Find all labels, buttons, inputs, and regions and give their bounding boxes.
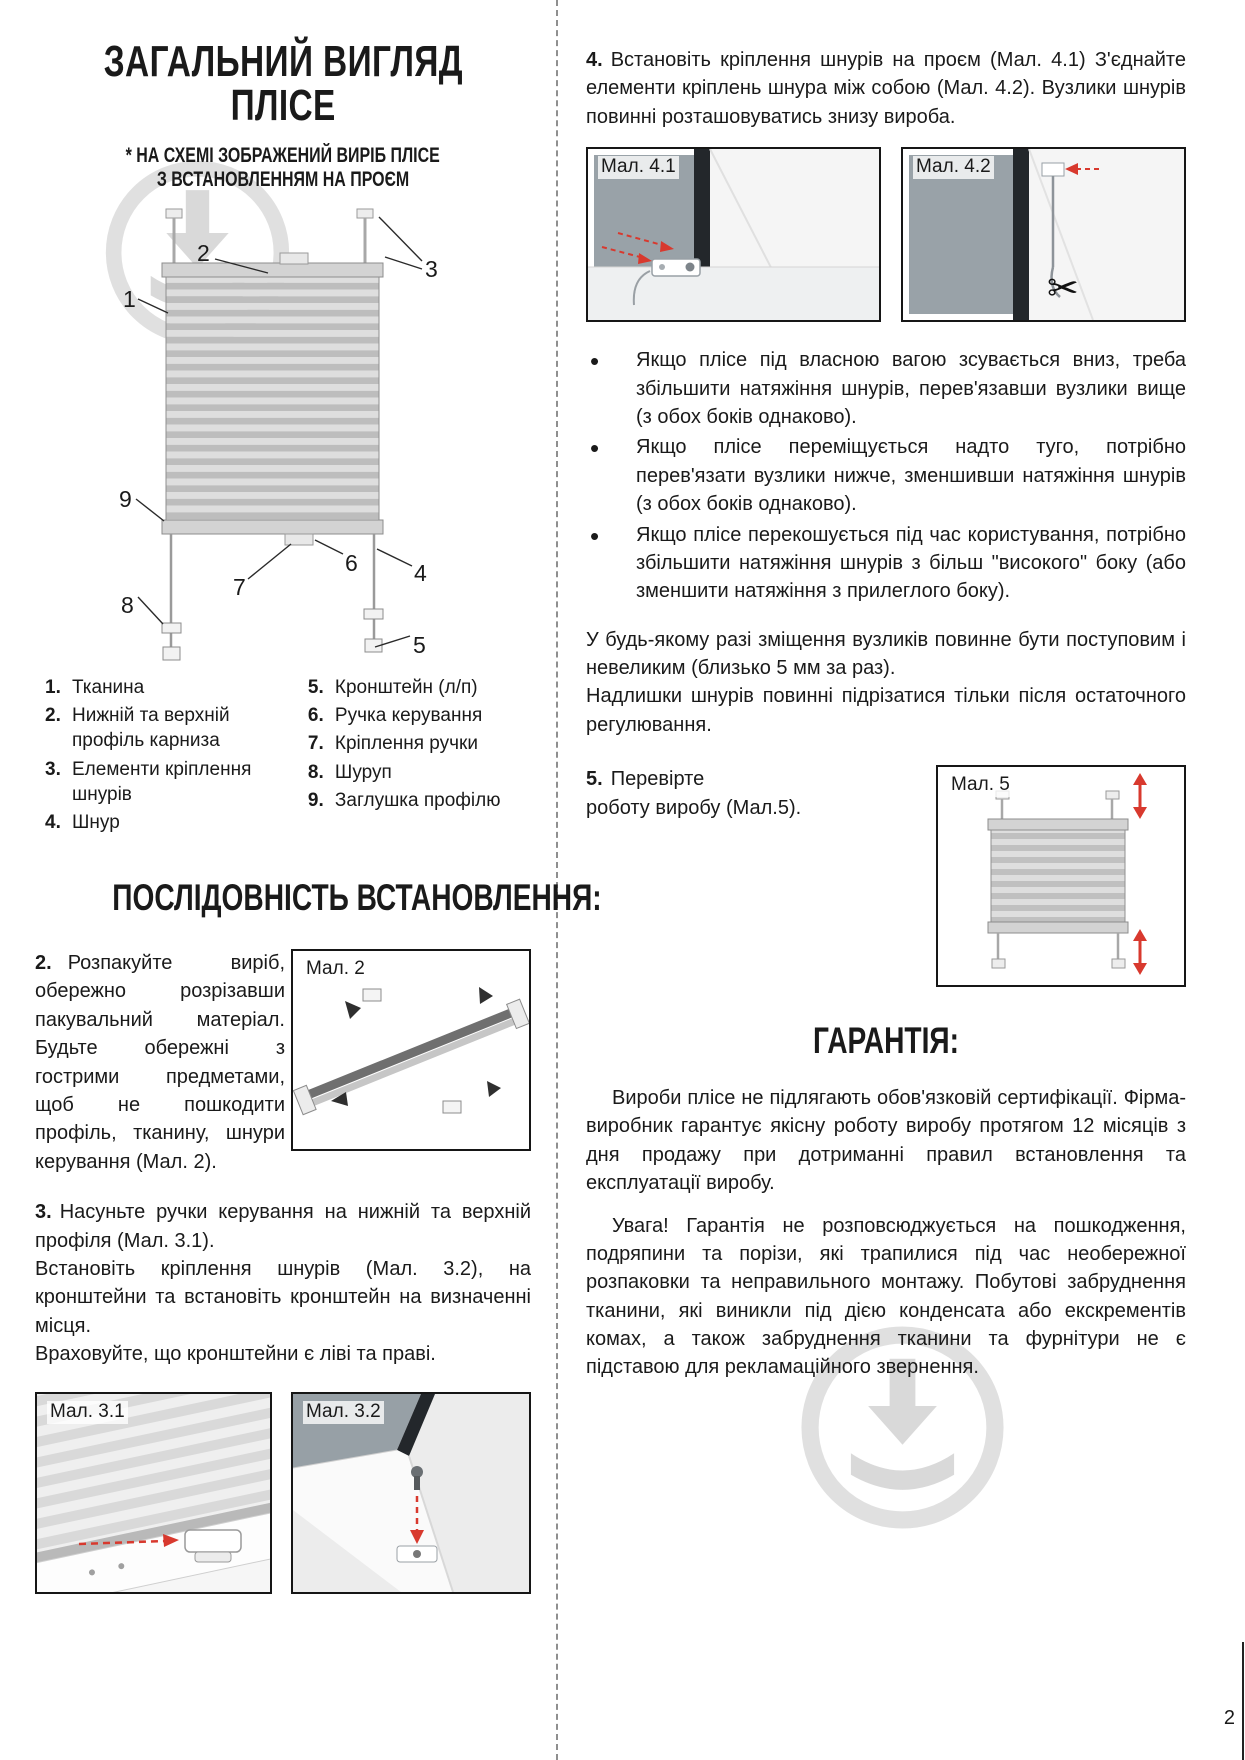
legend-item: [308, 731, 531, 756]
callout-7: 7: [233, 573, 246, 600]
step-3-number: 3.: [35, 1201, 52, 1224]
page-number: 2: [1223, 1707, 1235, 1729]
window-glass: [909, 155, 1013, 314]
subtitle: [35, 144, 531, 193]
section-title: ПОСЛІДОВНІСТЬ ВСТАНОВЛЕННЯ:: [112, 877, 602, 919]
legend-item: [308, 760, 531, 785]
figure-4-2: [901, 147, 1186, 322]
step-5-number: 5.: [586, 768, 603, 791]
blind-overview-diagram: [35, 195, 531, 665]
figure-4-1-label: Мал. 4.1: [598, 156, 679, 179]
cord-trim-paragraph: Надлишки шнурів повинні підрізатися тільки після остаточного регулювання.: [586, 685, 1186, 736]
left-column: [35, 37, 602, 1594]
adjustment-notes-list: [586, 346, 1186, 606]
callout-3: 3: [425, 255, 438, 282]
legend-item: [45, 757, 273, 808]
figure-3-2-label: Мал. 3.2: [303, 1401, 384, 1424]
callout-8: 8: [121, 591, 134, 618]
step-3-paragraph: [35, 1198, 531, 1368]
legend-item: [308, 675, 531, 700]
subtitle-line-1: * НА СХЕМІ ЗОБРАЖЕНИЙ ВИРІБ ПЛІСЕ: [125, 144, 441, 167]
figure-3-2: [291, 1392, 531, 1594]
legend-number: 5.: [307, 676, 324, 698]
legend-item: [45, 675, 273, 700]
top-handle: [280, 253, 308, 264]
warranty-title: ГАРАНТІЯ:: [813, 1020, 959, 1062]
legend-label: Заглушка профілю: [334, 789, 501, 811]
right-column: [586, 40, 1186, 1396]
parts-legend: [35, 675, 531, 839]
legend-number: 9.: [307, 789, 324, 811]
scissors-icon: ✂: [1047, 268, 1079, 311]
cords: [171, 534, 374, 647]
title-line-1: ЗАГАЛЬНИЙ ВИГЛЯД: [103, 37, 463, 86]
legend-item: [45, 703, 273, 754]
legend-number: 4.: [45, 812, 61, 834]
step-4-paragraph: [586, 46, 1186, 131]
step-2-number: 2.: [35, 952, 52, 974]
list-item: • Якщо плісе переміщується надто туго, потрібно перев'язати вузлики нижче, зменшивши натяжіння шнурів (з обох боків однаково).: [586, 433, 1186, 518]
step-3-text-1: Насуньте ручки керування на нижній та верхній профіля (Мал. 3.1).: [35, 1201, 531, 1252]
legend-item: [308, 703, 531, 728]
legend-label: Нижній та верхній профіль карниза: [72, 704, 230, 752]
ceiling-clips: [166, 209, 373, 218]
legend-label: Тканина: [72, 676, 145, 698]
legend-label: Кріплення ручки: [334, 733, 478, 755]
figure-2-label: Мал. 2: [303, 958, 368, 981]
list-item: • Якщо плісе під власною вагою зсувається вниз, треба збільшити натяжіння шнурів, перев'язавши вузлики вище (з обох боків однаково).: [586, 346, 1186, 431]
legend-label: Шнур: [72, 812, 120, 834]
legend-item: [45, 810, 273, 835]
callout-6: 6: [345, 549, 358, 576]
brackets: [162, 609, 383, 660]
figure-2: [291, 949, 531, 1151]
step-5-text-2: роботу виробу (Мал.5).: [586, 796, 802, 819]
figure-5-label: Мал. 5: [948, 774, 1013, 797]
bottom-handle: [285, 534, 313, 545]
step-3-text-3: Враховуйте, що кронштейни є ліві та праві.: [35, 1343, 436, 1366]
adjustment-note-paragraph: У будь-якому разі зміщення вузликів повинне бути поступовим і невеликим (близько 5 мм за раз).: [586, 628, 1186, 680]
list-item: • Якщо плісе перекошується під час користування, потрібно збільшити натяжіння шнурів з більш "високого" боку (або зменшити натяжіння з прилеглого боку).: [586, 521, 1186, 606]
pleated-fabric: [991, 830, 1125, 922]
operation-check-illustration: [938, 767, 1184, 985]
step-2-text: Розпакуйте виріб, обережно розрізавши пакувальний матеріал. Будьте обережні з гострими предметами, щоб не пошкодити профіль, тканину, шнури керування (Мал. 2).: [35, 952, 285, 1173]
legend-label: Шуруп: [334, 761, 392, 783]
callout-2: 2: [197, 239, 210, 266]
callout-5: 5: [413, 631, 426, 658]
figure-3-1-label: Мал. 3.1: [47, 1401, 128, 1424]
legend-label: Ручка керування: [334, 704, 483, 726]
step-3-text-2: Встановіть кріплення шнурів (Мал. 3.2), на кронштейни та встановіть кронштейн на визначенні місця.: [35, 1257, 531, 1337]
callout-1: 1: [123, 285, 136, 312]
legend-number: 3.: [45, 758, 61, 780]
page-title: [35, 37, 531, 130]
title-line-2: ПЛІСЕ: [230, 81, 336, 130]
bottom-rail: [988, 922, 1128, 933]
figure-5: [936, 765, 1186, 987]
legend-number: 8.: [307, 761, 324, 783]
legend-label: Кронштейн (л/п): [334, 676, 478, 698]
callout-4: 4: [414, 559, 427, 586]
warranty-paragraph-2: Увага! Гарантія не розповсюджується на пошкодження, подряпини та порізи, які трапилися під час необережної розпаковки та неправильного монтажу. Побутові забруднення тканини, які виникли під дією конденсата або екскрементів комах, а також забруднення тканини та фурнітури не є підставою для рекламаційного звернення.: [586, 1214, 1186, 1379]
callout-9: 9: [119, 485, 132, 512]
step-4-text: Встановіть кріплення шнурів на проєм (Мал. 4.1) З'єднайте елементи кріплень шнура між собою (Мал. 4.2). Вузлики шнурів повинні розташовуватись знизу вироба.: [586, 49, 1186, 128]
step-4-number: 4.: [586, 49, 603, 71]
legend-label: Елементи кріплення шнурів: [72, 758, 252, 805]
cord-clip: [1042, 163, 1064, 176]
figure-4-1: [586, 147, 881, 322]
figure-3-1: [35, 1392, 272, 1594]
page-edge-line: [1242, 1642, 1244, 1760]
figure-4-2-label: Мал. 4.2: [913, 156, 994, 179]
pleated-fabric: [166, 277, 379, 520]
warranty-paragraph-1: Вироби плісе не підлягають обов'язковій сертифікації. Фірма-виробник гарантує якісну роботу виробу протягом 12 місяців з дня продажу при дотриманні правил встановлення та експлуатації виробу.: [586, 1086, 1186, 1195]
legend-item: [308, 788, 531, 813]
step-5-text-1: Перевірте: [610, 768, 705, 791]
top-rail: [162, 263, 383, 277]
legend-number: 7.: [307, 733, 324, 755]
handle-bracket: [185, 1530, 241, 1552]
legend-number: 2.: [45, 704, 61, 726]
legend-number: 6.: [307, 704, 324, 726]
bottom-rail: [162, 520, 383, 534]
top-rail: [988, 819, 1128, 830]
step-5-paragraph: [586, 765, 886, 987]
legend-number: 1.: [45, 676, 61, 698]
step-2-paragraph: [35, 949, 285, 1176]
subtitle-line-2: З ВСТАНОВЛЕННЯМ НА ПРОЄМ: [156, 168, 410, 192]
